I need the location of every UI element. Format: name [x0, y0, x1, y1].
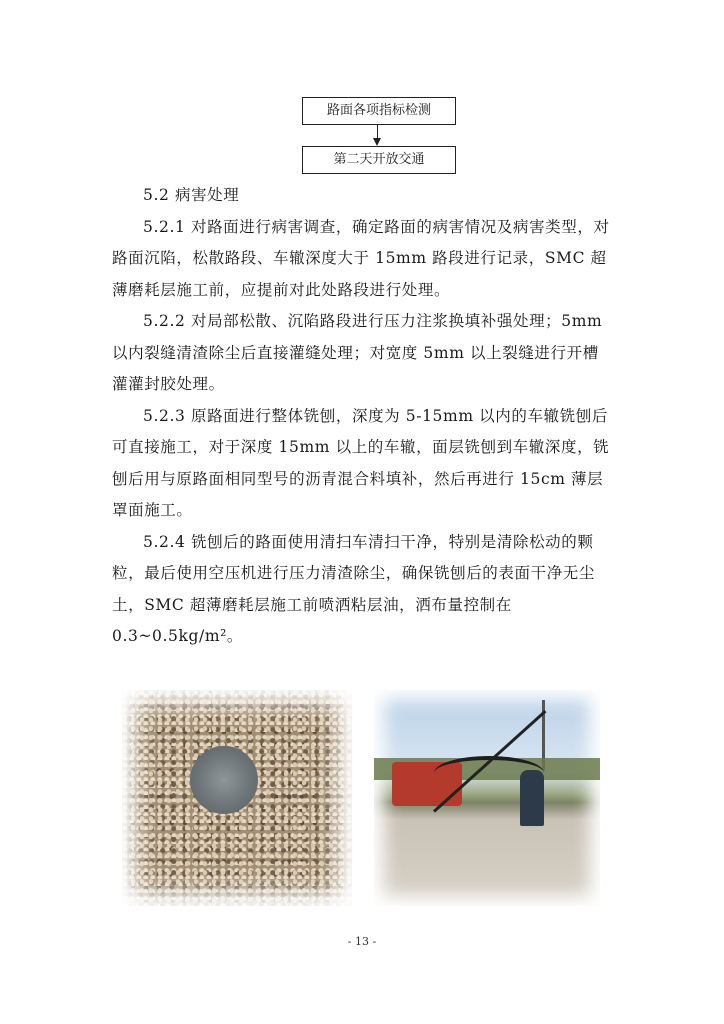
patch-spot [190, 746, 258, 814]
section-title: 5.2 病害处理 [143, 186, 240, 204]
worker [520, 770, 544, 826]
paragraph: 5.2.2 对局部松散、沉陷路段进行压力注浆换填补强处理；5mm 以内裂缝清渣除尘后直接灌缝处理；对宽度 5mm 以上裂缝进行开槽灌灌封胶处理。 [112, 312, 603, 393]
page-number: - 13 - [347, 935, 377, 948]
paragraph: 5.2.1 对路面进行病害调查，确定路面的病害情况及病害类型，对路面沉陷，松散路段、车辙深度大于 15mm 路段进行记录，SMC 超薄磨耗层施工前，应提前对此处路段进行处理。 [112, 217, 610, 299]
flow-step-box: 路面各项指标检测 [302, 97, 456, 125]
flow-arrow-line [377, 124, 378, 139]
pavement-patch-photo [122, 690, 352, 906]
flow-step-box: 第二天开放交通 [302, 146, 456, 174]
paragraph: 5.2.3 原路面进行整体铣刨，深度为 5-15mm 以内的车辙铣刨后可直接施工，对于深度 15mm 以上的车辙，面层铣刨到车辙深度，铣刨后用与原路面相同型号的沥青混合料填补，然后再进行 15cm 薄层罩面施工。 [112, 406, 610, 519]
crack-sealing-photo [374, 690, 600, 906]
flow-arrow-head [373, 138, 381, 146]
paragraph: 5.2.4 铣刨后的路面使用清扫车清扫干净，特别是清除松动的颗粒，最后使用空压机进行压力清渣除尘，确保铣刨后的表面干净无尘土，SMC 超薄磨耗层施工前喷洒粘层油，洒布量控制在 0.3~0.5kg/m²。 [112, 532, 596, 645]
document-body [112, 180, 612, 653]
